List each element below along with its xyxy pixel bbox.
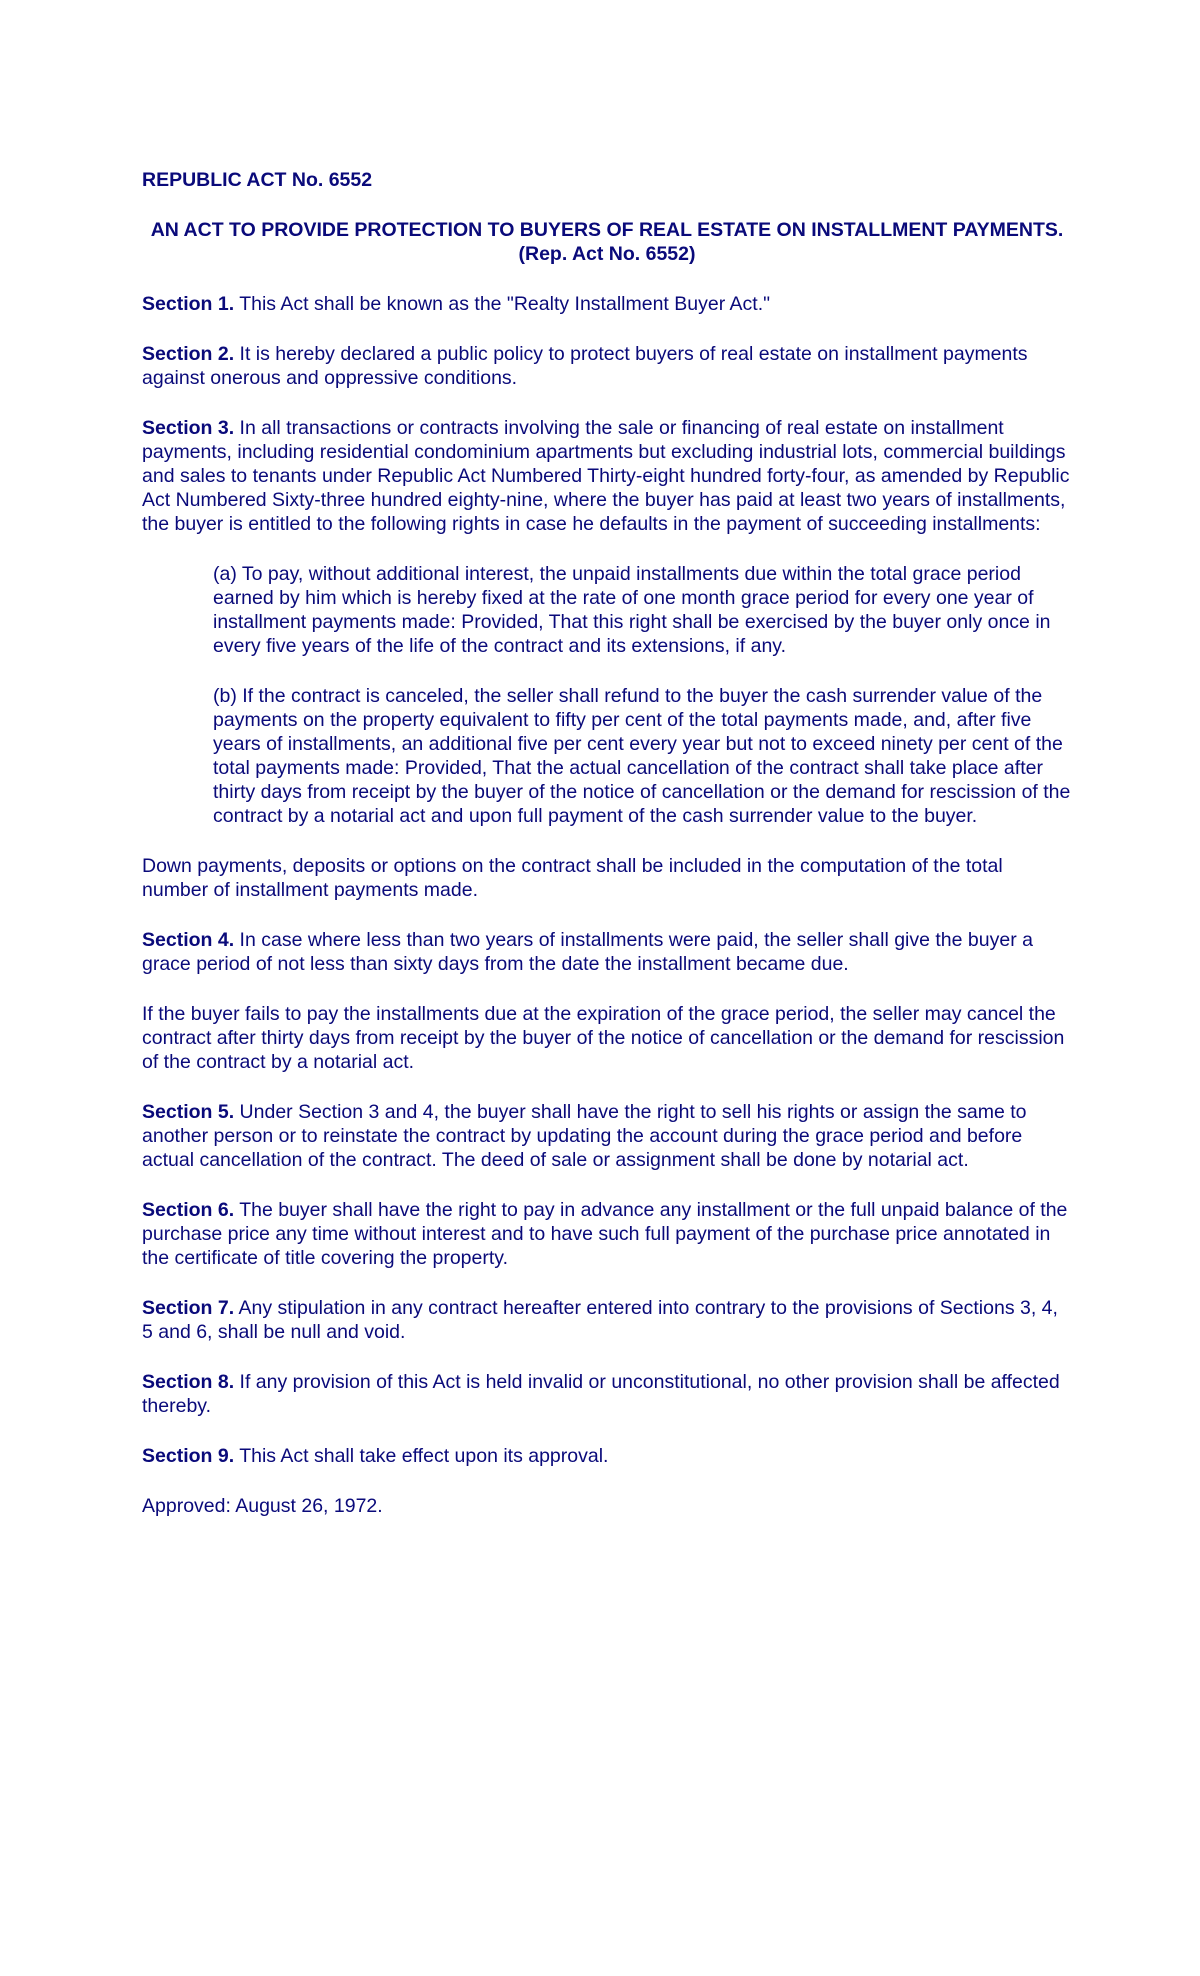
section-9-label: Section 9. xyxy=(142,1445,235,1467)
act-title: AN ACT TO PROVIDE PROTECTION TO BUYERS OF REAL ESTATE ON INSTALLMENT PAYMENTS. (Rep. Act No. 6552) xyxy=(150,219,1064,265)
section-1 xyxy=(142,292,1072,316)
section-9-text: This Act shall take effect upon its approval. xyxy=(239,1445,609,1467)
section-5-text: Under Section 3 and 4, the buyer shall have the right to sell his rights or assign the same to another person or to reinstate the contract by updating the account during the grace period and before actual cancellation of the contract. The deed of sale or assignment shall be done by notarial act. xyxy=(142,1101,1027,1171)
section-4-followup: If the buyer fails to pay the installments due at the expiration of the grace period, the seller may cancel the contract after thirty days from receipt by the buyer of the notice of cancellation or the demand for rescission of the contract by a notarial act. xyxy=(142,1003,1065,1073)
section-4-text: In case where less than two years of installments were paid, the seller shall give the buyer a grace period of not less than sixty days from the date the installment became due. xyxy=(142,929,1033,975)
section-2 xyxy=(142,342,1072,390)
section-7-label: Section 7. xyxy=(142,1297,235,1319)
section-8 xyxy=(142,1370,1072,1418)
section-3-item-a: (a) To pay, without additional interest, the unpaid installments due within the total grace period earned by him which is hereby fixed at the rate of one month grace period for every one year of installment payments made: Provided, That this right shall be exercised by the buyer only once in every five years of the life of the contract and its extensions, if any. xyxy=(213,563,1051,657)
approval-date: Approved: August 26, 1972. xyxy=(142,1495,383,1517)
section-3-item-b: (b) If the contract is canceled, the seller shall refund to the buyer the cash surrender value of the payments on the property equivalent to fifty per cent of the total payments made, and, after five years of installments, an additional five per cent every year but not to exceed ninety per cent of the total payments made: Provided, That the actual cancellation of the contract shall take place after thirty days from receipt by the buyer of the notice of cancellation or the demand for rescission of the contract by a notarial act and upon full payment of the cash surrender value to the buyer. xyxy=(213,685,1071,827)
section-3-label: Section 3. xyxy=(142,417,235,439)
document-page xyxy=(142,168,1072,1544)
section-8-label: Section 8. xyxy=(142,1371,235,1393)
section-2-label: Section 2. xyxy=(142,343,235,365)
section-3-text: In all transactions or contracts involving the sale or financing of real estate on installment payments, including residential condominium apartments but excluding industrial lots, commercial buildings and sales to tenants under Republic Act Numbered Thirty-eight hundred forty-four, as amended by Republic Act Numbered Sixty-three hundred eighty-nine, where the buyer has paid at least two years of installments, the buyer is entitled to the following rights in case he defaults in the payment of succeeding installments: xyxy=(142,417,1070,535)
section-6 xyxy=(142,1198,1072,1270)
section-7 xyxy=(142,1296,1072,1344)
section-1-label: Section 1. xyxy=(142,293,235,315)
section-6-label: Section 6. xyxy=(142,1199,235,1221)
section-3 xyxy=(142,416,1072,536)
section-9 xyxy=(142,1444,1072,1468)
section-6-text: The buyer shall have the right to pay in advance any installment or the full unpaid balance of the purchase price any time without interest and to have such full payment of the purchase price annotated in the certificate of title covering the property. xyxy=(142,1199,1068,1269)
section-8-text: If any provision of this Act is held invalid or unconstitutional, no other provision shall be affected thereby. xyxy=(142,1371,1060,1417)
act-number-heading: REPUBLIC ACT No. 6552 xyxy=(142,169,373,191)
section-1-text: This Act shall be known as the "Realty Installment Buyer Act." xyxy=(239,293,771,315)
section-5-label: Section 5. xyxy=(142,1101,235,1123)
section-2-text: It is hereby declared a public policy to protect buyers of real estate on installment payments against onerous and oppressive conditions. xyxy=(142,343,1028,389)
section-7-text: Any stipulation in any contract hereafter entered into contrary to the provisions of Sections 3, 4, 5 and 6, shall be null and void. xyxy=(142,1297,1058,1343)
section-5 xyxy=(142,1100,1072,1172)
section-3-closing: Down payments, deposits or options on the contract shall be included in the computation of the total number of installment payments made. xyxy=(142,855,1003,901)
section-4 xyxy=(142,928,1072,976)
section-4-label: Section 4. xyxy=(142,929,235,951)
